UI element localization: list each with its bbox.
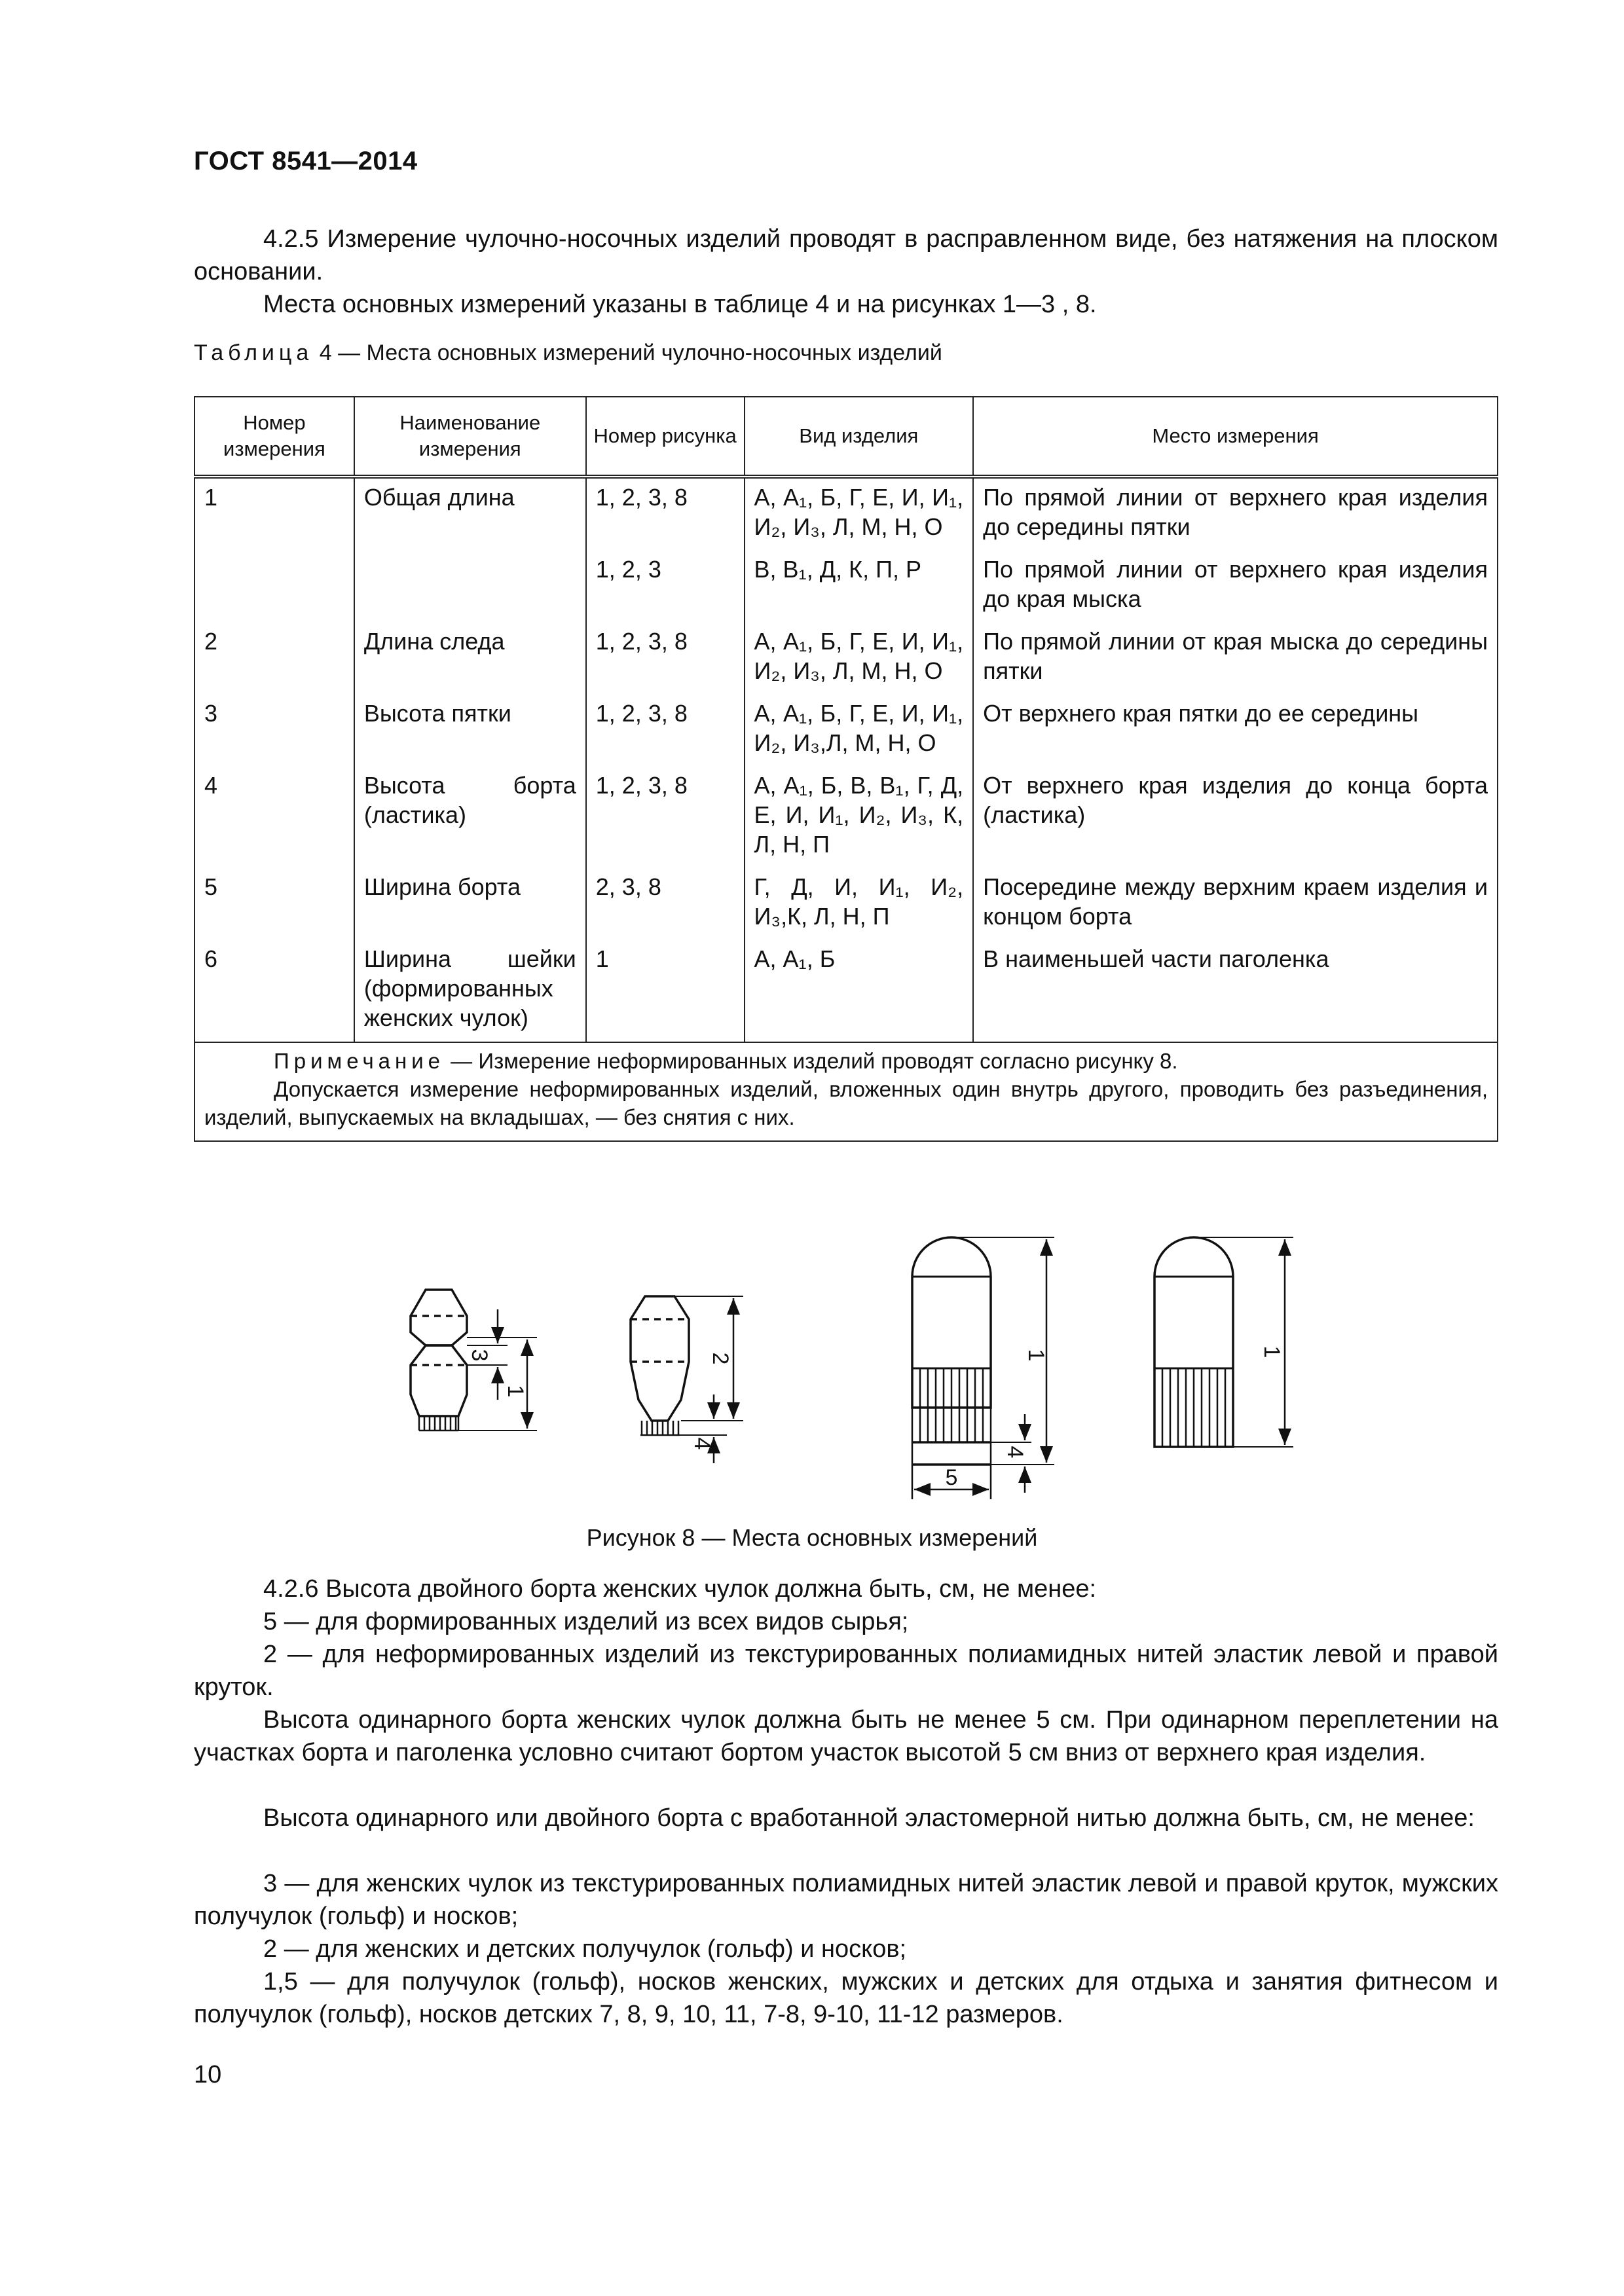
cell-place: По прямой линии от верхнего края изделия до середины пятки — [973, 477, 1498, 551]
cell-num: 5 — [194, 868, 354, 940]
cell-num: 4 — [194, 767, 354, 868]
paragraph-places: Места основных измерений указаны в таблице 4 и на рисунках 1—3 , 8. — [263, 291, 1097, 318]
dim-label-2: 2 — [708, 1352, 733, 1365]
sock-drawing-c — [912, 1237, 1054, 1499]
sock-drawing-b — [631, 1296, 743, 1463]
cell-fig: 1, 2, 3, 8 — [586, 623, 745, 695]
cell-name: Высота пятки — [354, 695, 586, 767]
header-cell: Место измерения — [973, 397, 1498, 477]
table-row — [194, 477, 1498, 551]
page-number: 10 — [194, 2061, 222, 2088]
table-caption — [194, 340, 942, 366]
cell-name: Ширина шейки (формированных женских чулок) — [354, 940, 586, 1042]
cell-kind: В, В₁, Д, К, П, Р — [745, 551, 974, 623]
table-caption-text: 4 — Места основных измерений чулочно-носочных изделий — [313, 340, 942, 365]
cell-name: Общая длина — [354, 477, 586, 551]
cell-kind: Г, Д, И, И₁, И₂, И₃,К, Л, Н, П — [745, 868, 974, 940]
table-caption-label: Таблица — [194, 340, 314, 365]
sock-drawing-d — [1154, 1237, 1293, 1447]
note-text-1: — Измерение неформированных изделий проводят согласно рисунку 8. — [445, 1049, 1178, 1073]
cell-num: 2 — [194, 623, 354, 695]
header-cell: Номер измерения — [194, 397, 354, 477]
cell-kind: А, А₁, Б, Г, Е, И, И₁, И₂, И₃, Л, М, Н, О — [745, 477, 974, 551]
cell-num — [194, 551, 354, 623]
cell-kind: А, А₁, Б, Г, Е, И, И₁, И₂, И₃,Л, М, Н, О — [745, 695, 974, 767]
document-header: ГОСТ 8541—2014 — [194, 147, 418, 175]
cell-fig: 1, 2, 3, 8 — [586, 767, 745, 868]
dim-label-1: 1 — [503, 1385, 528, 1398]
table-note — [194, 1042, 1498, 1141]
cell-place: По прямой линии от верхнего края изделия до края мыска — [973, 551, 1498, 623]
dim-label-3: 3 — [467, 1349, 492, 1362]
table-row — [194, 940, 1498, 1042]
cell-fig: 1, 2, 3, 8 — [586, 695, 745, 767]
dim-label-4: 4 — [690, 1437, 715, 1450]
measurements-table — [194, 396, 1498, 1142]
paragraph-item-2b: 2 — для женских и детских получулок (гольф) и носков; — [263, 1935, 907, 1963]
header-cell: Вид изделия — [745, 397, 974, 477]
cell-fig: 2, 3, 8 — [586, 868, 745, 940]
note-label: Примечание — [274, 1049, 445, 1073]
table-row — [194, 868, 1498, 940]
table-header-row — [194, 397, 1498, 477]
paragraph-item-5: 5 — для формированных изделий из всех видов сырья; — [263, 1608, 909, 1635]
paragraph-item-3: 3 — для женских чулок из текстурированных полиамидных нитей эластик левой и правой круток, мужских получулок (гольф) и носков; — [194, 1870, 1498, 1930]
paragraph-elastomer: Высота одинарного или двойного борта с вработанной эластомерной нитью должна быть, см, не менее: — [263, 1804, 1475, 1832]
cell-kind: А, А₁, Б, Г, Е, И, И₁, И₂, И₃, Л, М, Н, О — [745, 623, 974, 695]
table-note-row — [194, 1042, 1498, 1141]
cell-num: 3 — [194, 695, 354, 767]
cell-place: В наименьшей части паголенка — [973, 940, 1498, 1042]
header-cell: Номер рисунка — [586, 397, 745, 477]
cell-fig: 1 — [586, 940, 745, 1042]
paragraph-item-1-5: 1,5 — для получулок (гольф), носков женских, мужских и детских для отдыха и занятия фитнесом и получулок (гольф), носков детских 7, 8, 9, 10, 11, 7-8, 9-10, 11-12 размеров. — [194, 1968, 1498, 2028]
figure-8-drawings — [0, 1231, 1624, 1519]
dim-label-1: 1 — [1024, 1349, 1049, 1362]
cell-name: Высота борта (ластика) — [354, 767, 586, 868]
cell-num: 1 — [194, 477, 354, 551]
figure-caption: Рисунок 8 — Места основных измерений — [586, 1524, 1038, 1551]
table-row — [194, 623, 1498, 695]
cell-place: По прямой линии от края мыска до середины пятки — [973, 623, 1498, 695]
table-row — [194, 695, 1498, 767]
note-line-1 — [204, 1047, 1488, 1075]
dim-label-1: 1 — [1259, 1345, 1285, 1358]
paragraph-4-2-6: 4.2.6 Высота двойного борта женских чулок должна быть, см, не менее: — [263, 1575, 1097, 1603]
cell-name: Ширина борта — [354, 868, 586, 940]
cell-kind: А, А₁, Б, В, В₁, Г, Д, Е, И, И₁, И₂, И₃, К, Л, Н, П — [745, 767, 974, 868]
dim-label-5: 5 — [945, 1465, 958, 1490]
paragraph-4-2-5: 4.2.5 Измерение чулочно-носочных изделий проводят в расправленном виде, без натяжения на плоском основании. — [194, 225, 1498, 285]
note-text-2: Допускается измерение неформированных изделий, вложенных один внутрь другого, проводить без разъединения, изделий, выпускаемых на вкладышах, — без снятия с них. — [204, 1077, 1488, 1129]
cell-name — [354, 551, 586, 623]
paragraph-single-border: Высота одинарного борта женских чулок должна быть не менее 5 см. При одинарном переплетении на участках борта и паголенка условно считают бортом участок высотой 5 см вниз от верхнего края изделия. — [194, 1706, 1498, 1766]
header-cell: Наименование измерения — [354, 397, 586, 477]
table-row — [194, 551, 1498, 623]
table-row — [194, 767, 1498, 868]
cell-place: От верхнего края изделия до конца борта (ластика) — [973, 767, 1498, 868]
cell-name: Длина следа — [354, 623, 586, 695]
cell-kind: А, А₁, Б — [745, 940, 974, 1042]
cell-fig: 1, 2, 3 — [586, 551, 745, 623]
cell-num: 6 — [194, 940, 354, 1042]
paragraph-item-2: 2 — для неформированных изделий из текстурированных полиамидных нитей эластик левой и правой круток. — [194, 1641, 1498, 1701]
cell-place: Посередине между верхним краем изделия и концом борта — [973, 868, 1498, 940]
cell-fig: 1, 2, 3, 8 — [586, 477, 745, 551]
dim-label-4: 4 — [1003, 1446, 1028, 1459]
cell-place: От верхнего края пятки до ее середины — [973, 695, 1498, 767]
